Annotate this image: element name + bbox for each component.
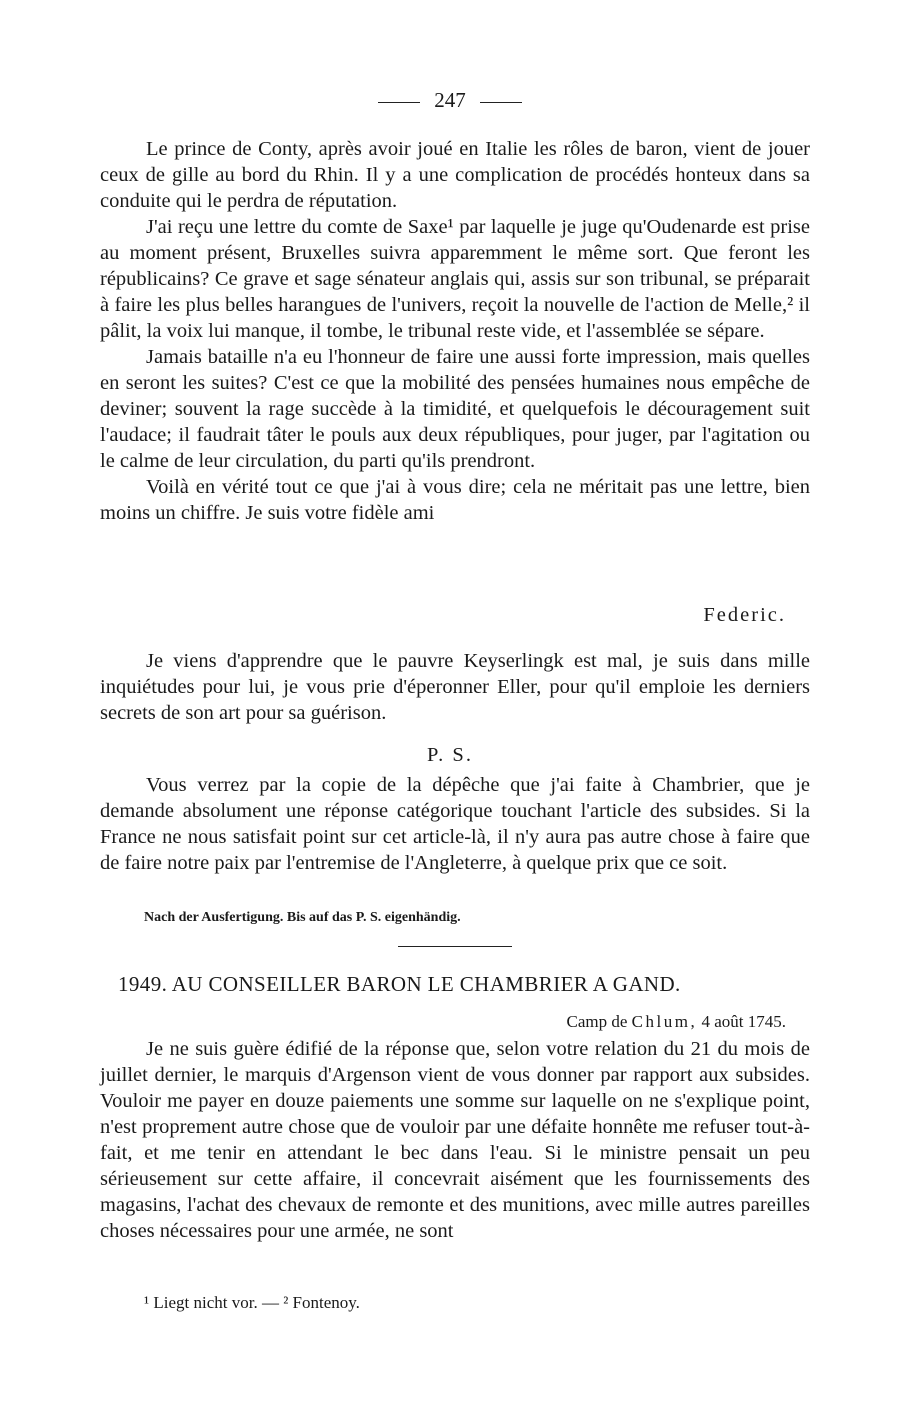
paragraph: Voilà en vérité tout ce que j'ai à vous dire; cela ne méritait pas une lettre, bien moins un chiffre. Je suis votre fidèle ami xyxy=(100,476,810,524)
footnotes: ¹ Liegt nicht vor. — ² Fontenoy. xyxy=(144,1293,360,1312)
header-rule-left xyxy=(378,102,420,103)
letter-body-top xyxy=(100,136,810,526)
paragraph: Je ne suis guère édifié de la réponse que, selon votre relation du 21 du mois de juillet dernier, le marquis d'Argenson vient de vous donner par rapport aux subsides. Vouloir me payer en douze paiements une somme sur laquelle on ne s'explique point, n'est proprement autre chose que de vouloir par une défaite honnête me refuser tout-à-fait, et me tenir en attendant le bec dans l'eau. Si le ministre pensait un peu sérieusement sur cette affaire, il concevrait aisément que les fournissements des magasins, l'achat des chevaux de remonte et des munitions, avec mille autres pareilles choses nécessaires pour une armée, ne sont xyxy=(100,1038,810,1242)
header-rule-right xyxy=(480,102,522,103)
paragraph: Jamais bataille n'a eu l'honneur de faire une aussi forte impression, mais quelles en seront les suites? C'est ce que la mobilité des pensées humaines nous empêche de deviner; souvent la rage succède à la timidité, et quelquefois le découragement suit l'audace; il faudrait tâter le pouls aux deux républiques, pour juger, par l'agitation ou le calme de leur circulation, du parti qu'ils prendront. xyxy=(100,346,810,472)
section-divider xyxy=(398,946,512,947)
date-place: Chlum, xyxy=(631,1012,698,1031)
paragraph: Vous verrez par la copie de la dépêche que j'ai faite à Chambrier, que je demande absolument une réponse catégorique touchant l'article des subsides. Si la France ne nous satisfait point sur cet article-là, il n'y aura pas autre chose à faire que de faire notre paix par l'entremise de l'Angleterre, à quelque prix que ce soit. xyxy=(100,774,810,874)
page-header xyxy=(0,88,900,113)
paragraph: Le prince de Conty, après avoir joué en Italie les rôles de baron, vient de jouer ceux de gille au bord du Rhin. Il y a une complication de procédés honteux dans sa conduite qui le perdra de réputation. xyxy=(100,138,810,212)
ps-heading: P. S. xyxy=(427,744,473,766)
signature: Federic. xyxy=(703,604,786,626)
letter-body-bottom xyxy=(100,1036,810,1244)
paragraph: J'ai reçu une lettre du comte de Saxe¹ par laquelle je juge qu'Oudenarde est prise au moment présent, Bruxelles suivra apparemment le même sort. Que feront les républicains? Ce grave et sage sénateur anglais qui, assis sur son tribunal, se préparait à faire les plus belles harangues de l'univers, reçoit la nouvelle de l'action de Melle,² il pâlit, la voix lui manque, il tombe, le tribunal reste vide, et l'assemblée se sépare. xyxy=(100,216,810,342)
date-prefix: Camp de xyxy=(566,1012,628,1031)
date-rest: 4 août 1745. xyxy=(701,1012,786,1031)
letter-title: 1949. AU CONSEILLER BARON LE CHAMBRIER A GAND. xyxy=(118,972,681,996)
letter-date xyxy=(100,1012,786,1032)
postscript-note xyxy=(100,648,810,726)
postscript-body xyxy=(100,772,810,876)
page-number: 247 xyxy=(434,88,466,112)
source-note: Nach der Ausfertigung. Bis auf das P. S. eigenhändig. xyxy=(144,910,461,925)
paragraph: Je viens d'apprendre que le pauvre Keyserlingk est mal, je suis dans mille inquiétudes pour lui, je vous prie d'éperonner Eller, pour qu'il emploie les derniers secrets de son art pour sa guérison. xyxy=(100,650,810,724)
